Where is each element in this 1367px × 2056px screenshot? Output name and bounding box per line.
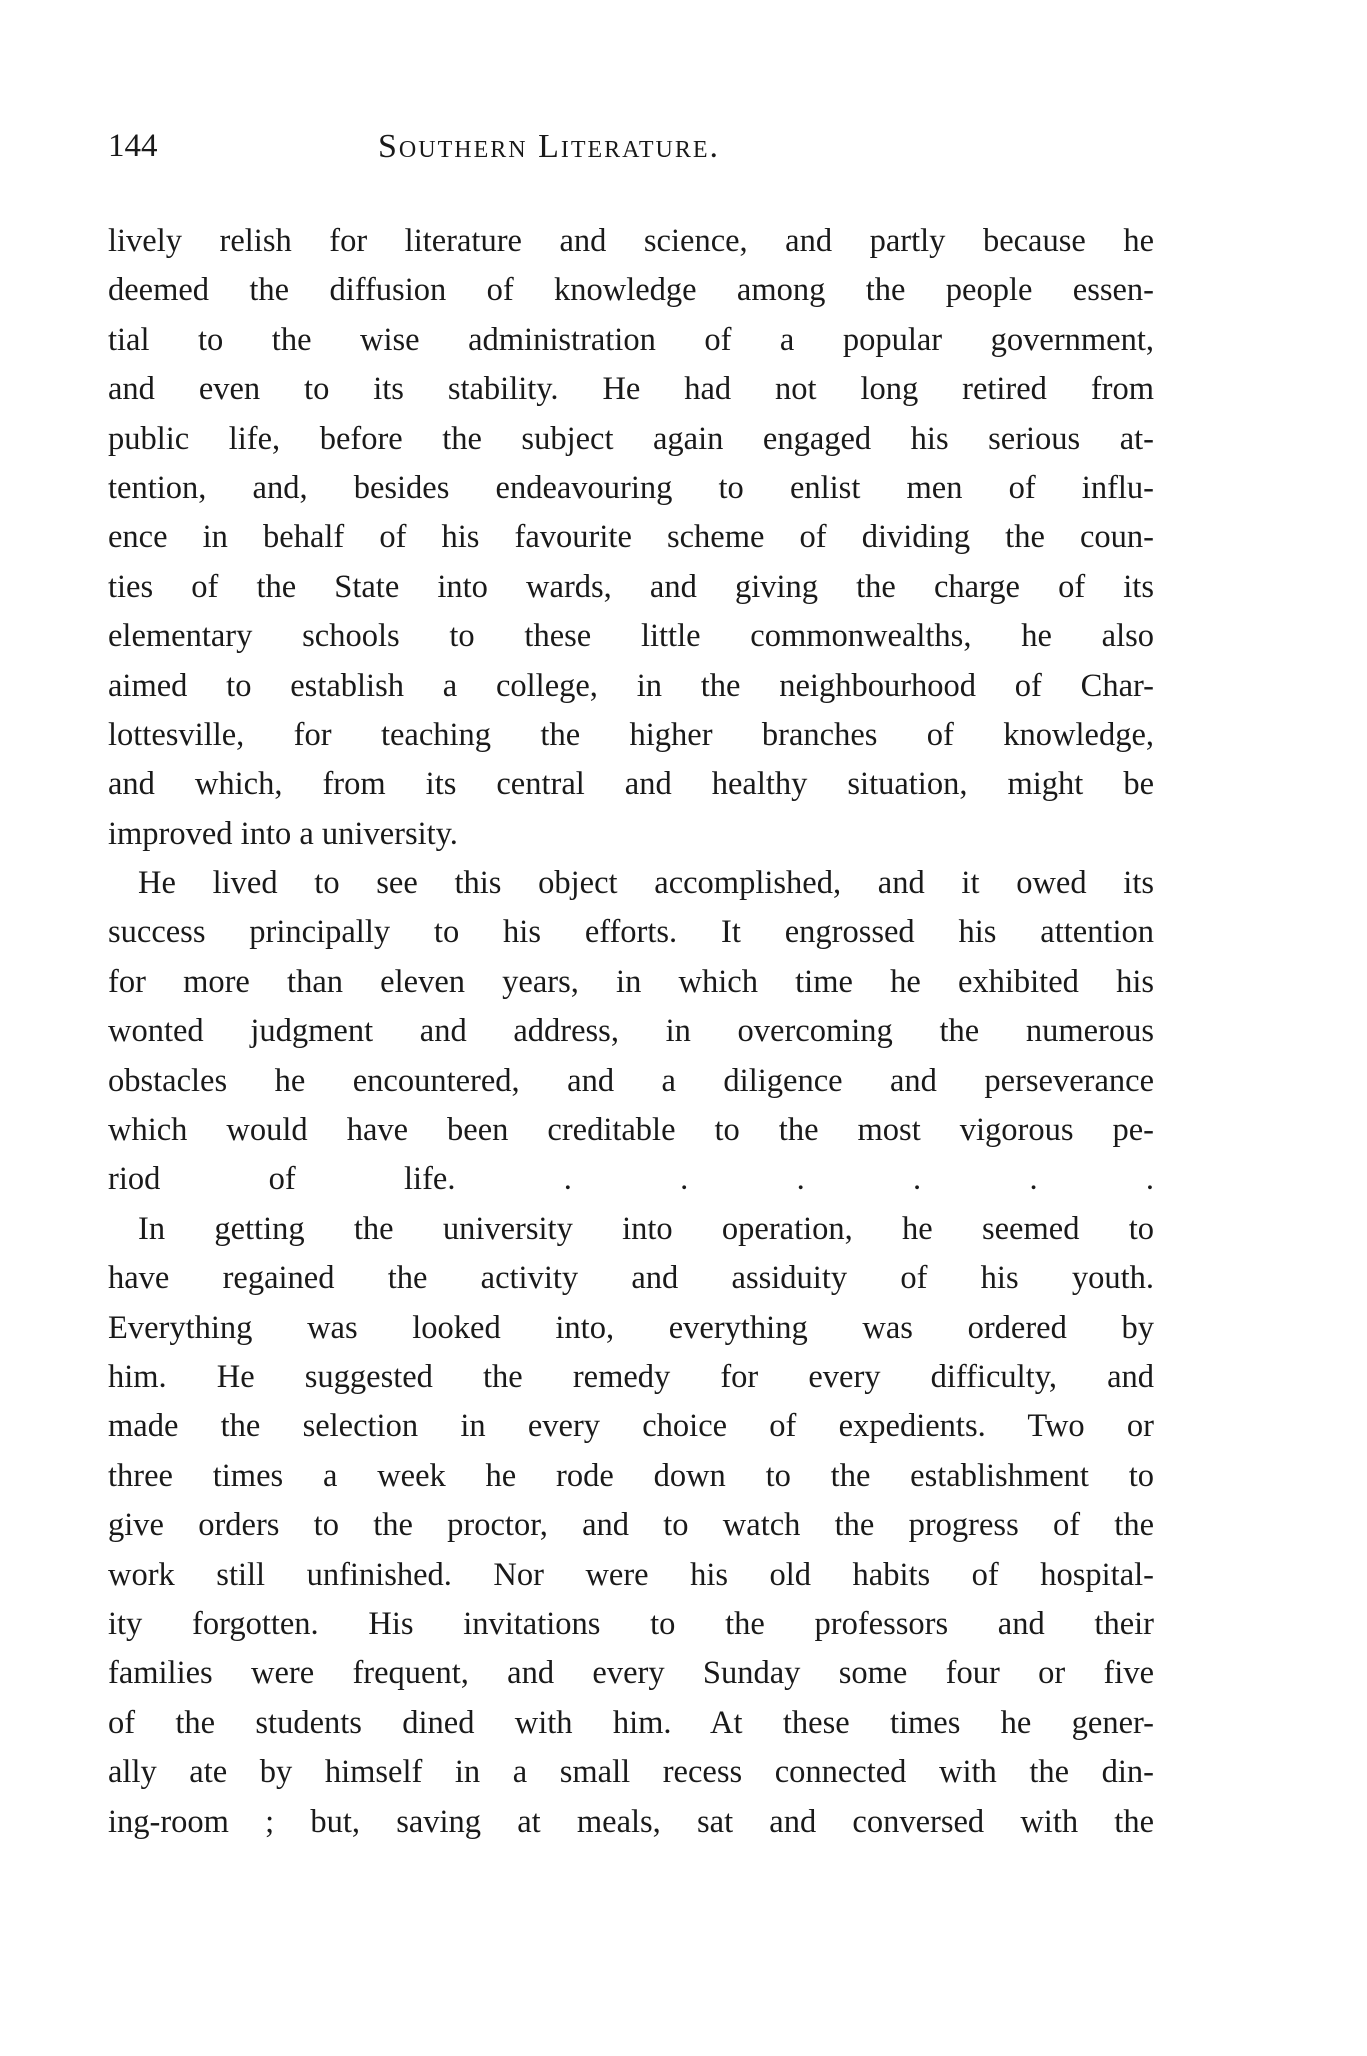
text-line: ity forgotten. His invitations to the professors and their (108, 1605, 1154, 1642)
text-line: and even to its stability. He had not long retired from (108, 371, 1154, 408)
page-number: 144 (108, 128, 158, 164)
text-line: have regained the activity and assiduity of his youth. (108, 1260, 1154, 1297)
text-line: three times a week he rode down to the establishment to (108, 1457, 1154, 1494)
text-line: for more than eleven years, in which time he exhibited his (108, 963, 1154, 1000)
text-line: and which, from its central and healthy situation, might be (108, 766, 1154, 803)
text-line: ally ate by himself in a small recess connected with the din- (108, 1754, 1154, 1791)
text-line: In getting the university into operation, he seemed to (138, 1210, 1154, 1247)
text-line: deemed the diffusion of knowledge among the people essen- (108, 272, 1154, 309)
text-line: obstacles he encountered, and a diligence and perseverance (108, 1062, 1154, 1099)
text-line: which would have been creditable to the most vigorous pe- (108, 1112, 1154, 1149)
text-line: improved into a university. (108, 815, 458, 852)
text-line: tial to the wise administration of a popular government, (108, 321, 1154, 358)
text-line: riod of life. . . . . . . (108, 1161, 1154, 1198)
text-line: He lived to see this object accomplished, and it owed its (138, 865, 1154, 902)
text-line: tention, and, besides endeavouring to enlist men of influ- (108, 469, 1154, 506)
text-line: give orders to the proctor, and to watch the progress of the (108, 1507, 1154, 1544)
text-line: wonted judgment and address, in overcoming the numerous (108, 1013, 1154, 1050)
text-line: public life, before the subject again engaged his serious at- (108, 420, 1154, 457)
text-line: work still unfinished. Nor were his old habits of hospital- (108, 1556, 1154, 1593)
text-line: of the students dined with him. At these times he gener- (108, 1704, 1154, 1741)
text-line: ence in behalf of his favourite scheme of dividing the coun- (108, 519, 1154, 556)
text-line: made the selection in every choice of expedients. Two or (108, 1408, 1154, 1445)
text-line: lively relish for literature and science, and partly because he (108, 223, 1154, 259)
text-line: lottesville, for teaching the higher branches of knowledge, (108, 716, 1154, 753)
text-line: success principally to his efforts. It engrossed his attention (108, 914, 1154, 951)
text-line: aimed to establish a college, in the neighbourhood of Char- (108, 667, 1154, 704)
page-header (108, 128, 1154, 172)
page-body (108, 217, 1154, 1847)
text-line: him. He suggested the remedy for every difficulty, and (108, 1358, 1154, 1395)
text-line: ing-room ; but, saving at meals, sat and conversed with the (108, 1803, 1154, 1840)
text-line: Everything was looked into, everything was ordered by (108, 1309, 1154, 1346)
text-line: ties of the State into wards, and giving the charge of its (108, 568, 1154, 605)
running-title: Southern Literature. (378, 128, 720, 165)
text-line: families were frequent, and every Sunday some four or five (108, 1655, 1154, 1692)
text-line: elementary schools to these little commonwealths, he also (108, 618, 1154, 655)
